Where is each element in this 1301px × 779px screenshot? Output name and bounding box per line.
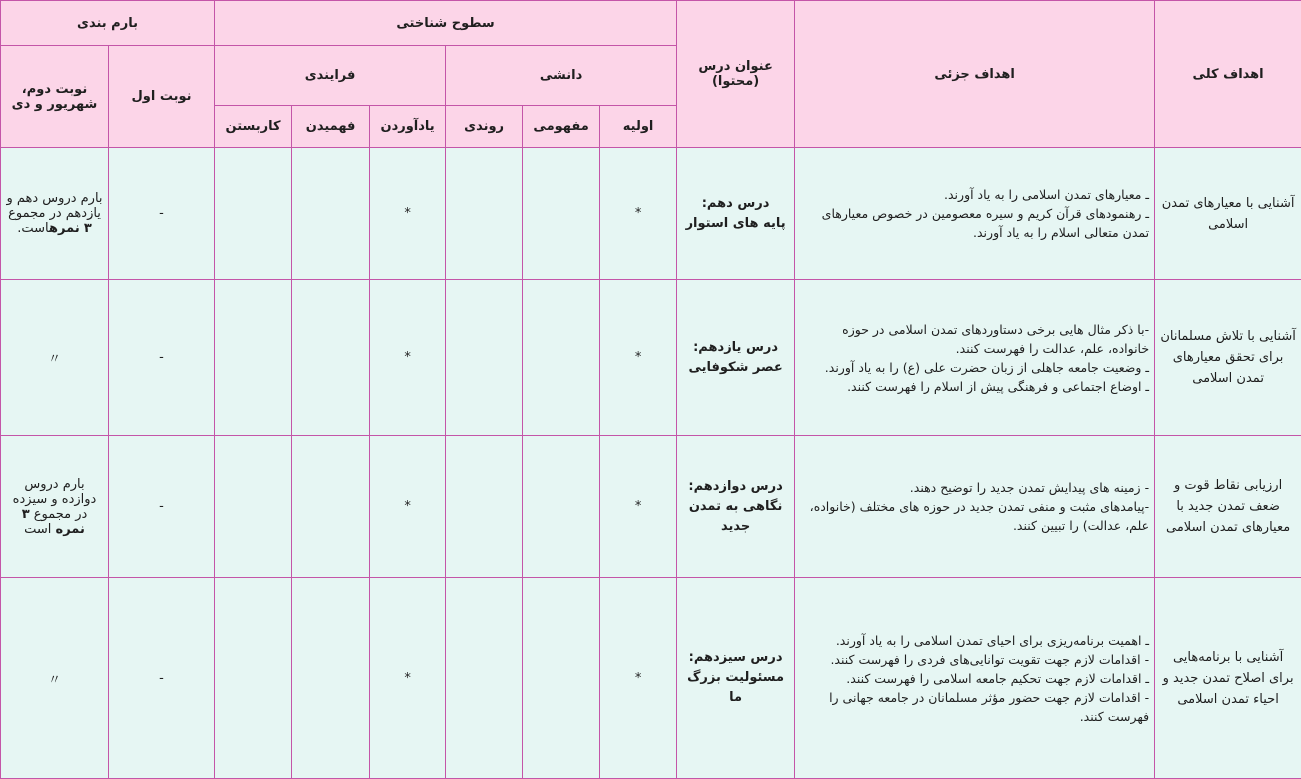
- first-term-score: -: [109, 148, 215, 280]
- second-term-score: 〃: [1, 280, 109, 436]
- basic-mark: *: [600, 578, 677, 779]
- table-row: [1, 436, 1301, 578]
- objective-item: - اقدامات لازم جهت تقویت توانایی‌های فردی را فهرست کنند.: [800, 650, 1149, 669]
- header-basic: اولیه: [600, 106, 677, 148]
- lesson-prefix: درس دوازدهم:: [682, 477, 789, 497]
- general-goal-cell: آشنایی با معیارهای تمدن اسلامی: [1155, 148, 1301, 280]
- understanding-mark: [292, 148, 370, 280]
- header-general-goals: اهداف کلی: [1155, 1, 1301, 148]
- conceptual-mark: [523, 148, 600, 280]
- first-term-score: -: [109, 578, 215, 779]
- score-number: ۳: [22, 507, 30, 522]
- conceptual-mark: [523, 578, 600, 779]
- detailed-goals-cell: [795, 148, 1155, 280]
- table-row: [1, 280, 1301, 436]
- header-understanding: فهمیدن: [292, 106, 370, 148]
- lesson-title-cell: [677, 148, 795, 280]
- procedural-mark: [446, 436, 523, 578]
- header-scoring: بارم بندی: [1, 1, 215, 46]
- objective-item: - زمینه های پیدایش تمدن جدید را توضیح دهند.: [800, 478, 1149, 497]
- understanding-mark: [292, 578, 370, 779]
- header-remembering: یادآوردن: [370, 106, 446, 148]
- understanding-mark: [292, 436, 370, 578]
- procedural-mark: [446, 578, 523, 779]
- objective-item: -با ذکر مثال هایی برخی دستاوردهای تمدن اسلامی در حوزه خانواده، علم، عدالت را فهرست کنند.: [800, 320, 1149, 358]
- lesson-prefix: درس سیزدهم:: [682, 648, 789, 668]
- objective-item: ـ اهمیت برنامه‌ریزی برای احیای تمدن اسلامی را به یاد آورند.: [800, 631, 1149, 650]
- lesson-name: نگاهی به تمدن جدید: [682, 497, 789, 537]
- score-suffix: است.: [17, 221, 49, 236]
- objective-item: ـ اقدامات لازم جهت تحکیم جامعه اسلامی را فهرست کنند.: [800, 669, 1149, 688]
- header-cognitive-levels: سطوح شناختی: [215, 1, 677, 46]
- remembering-mark: *: [370, 148, 446, 280]
- basic-mark: *: [600, 436, 677, 578]
- header-knowledge: دانشی: [446, 46, 677, 106]
- header-second-term-line2: شهریور و دی: [6, 97, 103, 112]
- header-process: فرایندی: [215, 46, 446, 106]
- first-term-score: -: [109, 436, 215, 578]
- general-goal-cell: آشنایی با برنامه‌هایی برای اصلاح تمدن جدید و احیاء تمدن اسلامی: [1155, 578, 1301, 779]
- table-row: [1, 148, 1301, 280]
- lesson-prefix: درس دهم:: [682, 194, 789, 214]
- lesson-name: مسئولیت بزرگ ما: [682, 668, 789, 708]
- header-detailed-goals: اهداف جزئی: [795, 1, 1155, 148]
- second-term-score: [1, 436, 109, 578]
- second-term-score: [1, 148, 109, 280]
- first-term-score: -: [109, 280, 215, 436]
- understanding-mark: [292, 280, 370, 436]
- header-lesson-title-line2: (محتوا): [682, 74, 789, 89]
- header-second-term: [1, 46, 109, 148]
- procedural-mark: [446, 280, 523, 436]
- header-lesson-title: [677, 1, 795, 148]
- lesson-title-cell: [677, 436, 795, 578]
- detailed-goals-cell: [795, 280, 1155, 436]
- basic-mark: *: [600, 280, 677, 436]
- conceptual-mark: [523, 436, 600, 578]
- objective-item: ـ معیارهای تمدن اسلامی را به یاد آورند.: [800, 185, 1149, 204]
- applying-mark: [215, 436, 292, 578]
- score-unit: نمره: [49, 221, 80, 236]
- remembering-mark: *: [370, 578, 446, 779]
- second-term-score: 〃: [1, 578, 109, 779]
- objective-item: ـ رهنمودهای قرآن کریم و سیره معصومین در خصوص معیارهای تمدن متعالی اسلام را به یاد آورند.: [800, 204, 1149, 242]
- objective-item: - اقدامات لازم جهت حضور مؤثر مسلمانان در جامعه جهانی را فهرست کنند.: [800, 688, 1149, 726]
- score-text: بارم دروس دهم و یازدهم در مجموع: [6, 191, 102, 221]
- applying-mark: [215, 578, 292, 779]
- remembering-mark: *: [370, 280, 446, 436]
- header-first-term: نوبت اول: [109, 46, 215, 148]
- header-procedural: روندی: [446, 106, 523, 148]
- conceptual-mark: [523, 280, 600, 436]
- header-conceptual: مفهومی: [523, 106, 600, 148]
- objective-item: -پیامدهای مثبت و منفی تمدن جدید در حوزه های مختلف (خانواده، علم، عدالت) را تبیین کنند.: [800, 497, 1149, 535]
- detailed-goals-cell: [795, 578, 1155, 779]
- score-unit: نمره: [56, 522, 85, 537]
- score-text: بارم دروس دوازده و سیزده در مجموع: [13, 477, 97, 522]
- applying-mark: [215, 280, 292, 436]
- header-applying: کاربستن: [215, 106, 292, 148]
- score-suffix: است: [24, 522, 51, 537]
- general-goal-cell: ارزیابی نقاط قوت و ضعف تمدن جدید با معیارهای تمدن اسلامی: [1155, 436, 1301, 578]
- objective-item: ـ وضعیت جامعه جاهلی از زبان حضرت علی (ع) را به یاد آورند.: [800, 358, 1149, 377]
- applying-mark: [215, 148, 292, 280]
- table-row: [1, 578, 1301, 779]
- lesson-title-cell: [677, 578, 795, 779]
- header-lesson-title-line1: عنوان درس: [682, 59, 789, 74]
- lesson-title-cell: [677, 280, 795, 436]
- general-goal-cell: آشنایی با تلاش مسلمانان برای تحقق معیارهای تمدن اسلامی: [1155, 280, 1301, 436]
- basic-mark: *: [600, 148, 677, 280]
- lesson-prefix: درس یازدهم:: [682, 338, 789, 358]
- score-number: ۳: [84, 221, 92, 236]
- detailed-goals-cell: [795, 436, 1155, 578]
- lesson-name: پایه های استوار: [682, 214, 789, 234]
- remembering-mark: *: [370, 436, 446, 578]
- procedural-mark: [446, 148, 523, 280]
- objective-item: ـ اوضاع اجتماعی و فرهنگی پیش از اسلام را فهرست کنند.: [800, 377, 1149, 396]
- lesson-name: عصر شکوفایی: [682, 358, 789, 378]
- header-second-term-line1: نوبت دوم،: [6, 82, 103, 97]
